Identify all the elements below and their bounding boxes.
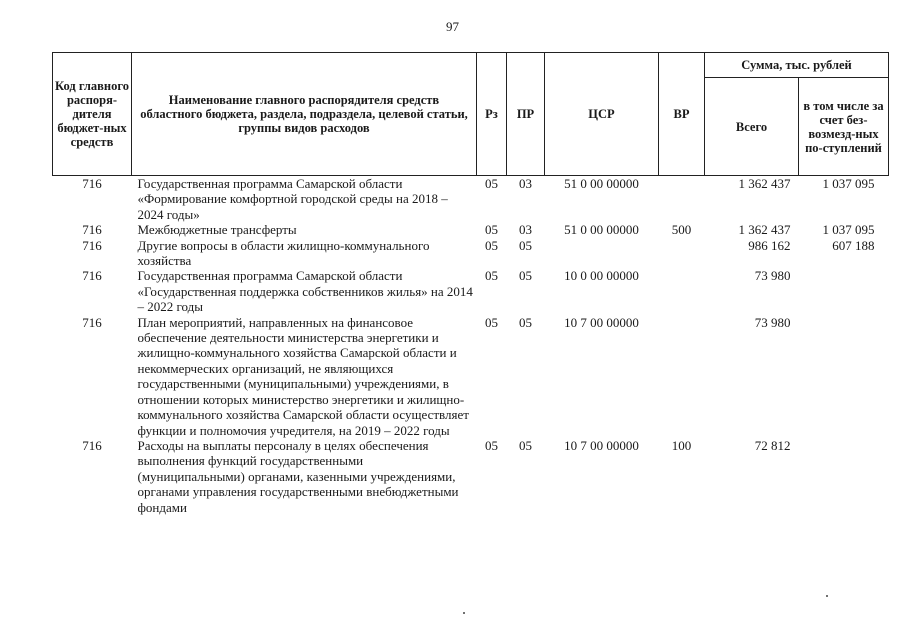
scan-speck: [463, 612, 465, 614]
table-row: [53, 176, 889, 223]
row-total: 1 362 437: [738, 176, 791, 191]
header-csr: ЦСР: [545, 53, 659, 176]
row-pr: 05: [519, 437, 532, 453]
scan-speck: [826, 595, 828, 597]
row-vr: [659, 268, 705, 314]
row-free: 1 037 095: [822, 176, 875, 191]
row-csr: 51 0 00 00000: [564, 222, 639, 238]
row-pr: 03: [519, 222, 532, 238]
budget-table: [52, 52, 889, 515]
row-vr: [659, 238, 705, 269]
table-row: [53, 315, 889, 438]
row-csr: 10 7 00 00000: [564, 314, 639, 330]
row-vr: [659, 315, 705, 438]
row-rz: 05: [485, 437, 498, 453]
row-total: 73 980: [754, 268, 791, 284]
row-free: [799, 268, 889, 314]
header-pr: ПР: [507, 53, 545, 176]
row-csr: [545, 238, 659, 269]
header-total: Всего: [705, 78, 799, 176]
row-code: 716: [82, 222, 102, 238]
row-code: 716: [82, 314, 102, 330]
row-code: 716: [82, 268, 102, 284]
row-total: 73 980: [754, 314, 791, 330]
row-rz: 05: [485, 176, 498, 191]
header-vr: ВР: [659, 53, 705, 176]
row-name: План мероприятий, направленных на финансовое обеспечение деятельности министерства энергетики и жилищно-коммунального хозяйства Самарской области и некоммерческих организаций, не являющихся государственными (муниципальными) учреждениями, в отношении которых министерство энергетики и жилищно-коммунального хозяйства Самарской области осуществляет функции и полномочия учредителя, на 2019 – 2022 годы: [137, 314, 469, 438]
row-vr: [659, 176, 705, 223]
table-row: [53, 222, 889, 237]
table-body: [53, 176, 889, 515]
table-row: [53, 238, 889, 269]
row-total: 72 812: [754, 437, 791, 453]
row-rz: 05: [485, 222, 498, 238]
row-pr: 05: [519, 268, 532, 284]
table-row: [53, 268, 889, 314]
row-rz: 05: [485, 314, 498, 330]
row-vr: 500: [671, 222, 692, 238]
row-vr: 100: [671, 437, 692, 453]
row-code: 716: [82, 437, 102, 453]
header-name: Наименование главного распорядителя средств областного бюджета, раздела, подраздела, целевой статьи, группы видов расходов: [132, 53, 477, 176]
row-total: 986 162: [748, 237, 791, 253]
row-code: 716: [82, 237, 102, 253]
row-rz: 05: [485, 268, 498, 284]
row-csr: 10 0 00 00000: [564, 268, 639, 284]
row-name: Другие вопросы в области жилищно-коммунального хозяйства: [137, 237, 430, 269]
table-row: [53, 438, 889, 515]
row-rz: 05: [485, 237, 498, 253]
row-pr: 03: [519, 176, 532, 191]
row-pr: 05: [519, 237, 532, 253]
table-header: [53, 53, 889, 176]
header-code: Код главного распоря-дителя бюджет-ных средств: [53, 53, 132, 176]
row-pr: 05: [519, 314, 532, 330]
row-code: 716: [82, 176, 102, 191]
row-csr: 51 0 00 00000: [564, 176, 639, 191]
row-free: [799, 315, 889, 438]
row-name: Государственная программа Самарской области «Государственная поддержка собственников жилья» на 2014 – 2022 годы: [137, 268, 473, 315]
row-name: Межбюджетные трансферты: [137, 222, 297, 238]
row-total: 1 362 437: [738, 222, 791, 238]
row-free: 607 188: [832, 237, 875, 253]
row-name: Государственная программа Самарской области «Формирование комфортной городской среды на 2018 – 2024 годы»: [137, 176, 448, 222]
header-rz: Рз: [477, 53, 507, 176]
row-free: [799, 438, 889, 515]
row-free: 1 037 095: [822, 222, 875, 238]
header-free: в том числе за счет без-возмезд-ных по-ступлений: [799, 78, 889, 176]
row-csr: 10 7 00 00000: [564, 437, 639, 453]
header-sum: Сумма, тыс. рублей: [705, 53, 889, 78]
row-name: Расходы на выплаты персоналу в целях обеспечения выполнения функций государственными (муниципальными) органами, казенными учреждениями, органами управления государственными внебюджетными фондами: [137, 437, 459, 515]
page-number: 97: [446, 19, 459, 34]
